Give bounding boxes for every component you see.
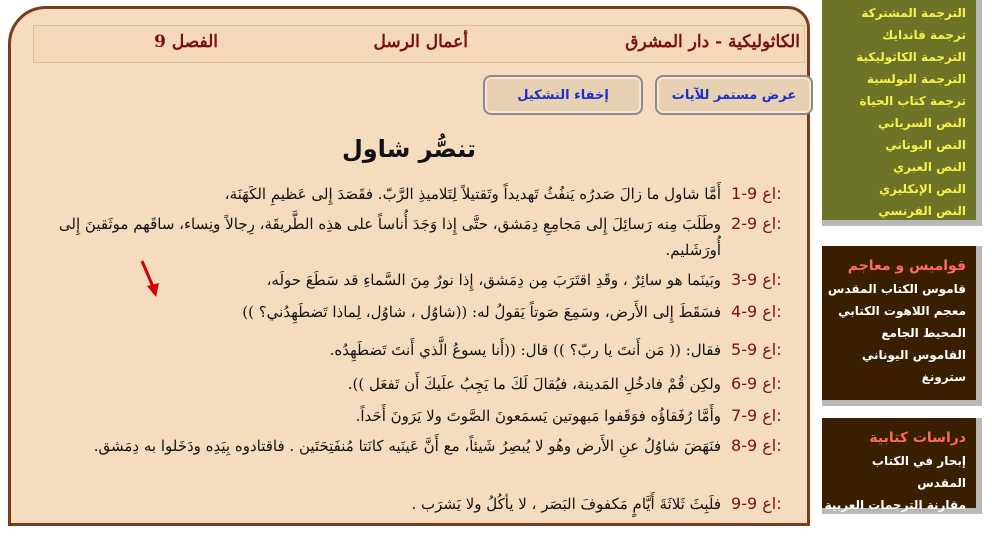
verse-ref[interactable]: اع 9-3: — [731, 270, 782, 289]
dictionaries-heading: قواميس و معاجم — [847, 258, 966, 274]
verse-ref[interactable]: اع 9-2: — [731, 214, 782, 233]
verse-ref[interactable]: اع 9-8: — [731, 436, 782, 455]
hide-diacritics-button[interactable]: إخفاء التشكيل — [483, 75, 643, 115]
verse-text: فسَقَطَ إِلى الأَرض، وسَمِعَ صَوتاً يَقولُ له: ((شاوُل ، شاوُل، لِماذا تَضطَهِدُني؟ )) — [242, 303, 721, 321]
book-name: أعمال الرسل — [373, 32, 468, 52]
translation-name: الكاثوليكية - دار المشرق — [625, 32, 800, 52]
red-arrow-icon — [139, 259, 163, 299]
dictionaries-menu — [822, 246, 982, 406]
sidebar-item-dictionary[interactable]: القاموس اليوناني — [861, 348, 966, 362]
sidebar-item-study[interactable]: إبحار في الكتاب المقدس — [871, 454, 966, 490]
chapter-header — [33, 25, 805, 63]
sidebar-item-translation[interactable]: ترجمة فاندايك — [882, 28, 966, 42]
sidebar-item-dictionary[interactable]: المحيط الجامع — [881, 326, 966, 340]
sidebar-item-translation[interactable]: الترجمة الكاثوليكية — [856, 50, 966, 64]
verse-ref[interactable]: اع 9-9: — [731, 494, 782, 513]
sidebar-item-dictionary[interactable]: معجم اللاهوت الكتابي — [838, 304, 966, 318]
sidebar-item-translation[interactable]: الترجمة المشتركة — [861, 6, 966, 20]
sidebar-item-translation[interactable]: الترجمة البولسية — [866, 72, 966, 86]
verse-ref[interactable]: اع 9-7: — [731, 406, 782, 425]
section-title: تنصُّر شاول — [341, 135, 477, 163]
sidebar-item-study[interactable]: مقارنة الترجمات العربية — [824, 498, 966, 512]
studies-menu — [822, 418, 982, 556]
sidebar-item-translation[interactable]: النص الإنكليزي — [879, 182, 966, 196]
verse-ref[interactable]: اع 9-6: — [731, 374, 782, 393]
sidebar-item-dictionary[interactable]: سترونغ — [921, 370, 966, 384]
sidebar-item-translation[interactable]: النص اليوناني — [885, 138, 966, 152]
sidebar-item-study[interactable]: قراءة الترجمات الكاثوليكية — [874, 520, 966, 556]
sidebar-item-translation[interactable]: النص السرياني — [877, 116, 966, 130]
verse-text: فنَهَضَ شاوُلُ عنِ الأَرض وهُو لا يُبصِرُ شَيئاً، مع أَنَّ عَينَيه كانَتا مُنفَتِحَتَين . فاقتادوه بِيَدِه ودَخَلوا به دِمَشق. — [93, 437, 721, 455]
verse-text: أَمَّا شاول ما زالَ صَدرُه يَنفُثُ تَهديداً وتَقتيلاً لِتَلاميذِ الرَّبّ. فقَصَدَ إِلى عَظيمِ الكَهَنَة، — [224, 185, 721, 203]
verse-ref[interactable]: اع 9-5: — [731, 340, 782, 359]
sidebar-item-translation[interactable]: النص الفرنسي — [878, 204, 966, 218]
studies-heading: دراسات كتابية — [869, 430, 966, 446]
verse-ref[interactable]: اع 9-4: — [731, 302, 782, 321]
verse-text: وبَينَما هو سائِرٌ ، وقَدِ اقتَرَبَ مِن دِمَشق، إِذا نورٌ مِنَ السَّماءِ قد سَطَعَ حولَه، — [266, 271, 721, 289]
continuous-view-button[interactable]: عرض مستمر للآيات — [655, 75, 813, 115]
verse-text: وأَمَّا رُفَقاؤُه فوَقَفوا مَبهوتين يَسمَعونَ الصَّوتَ ولا يَرَونَ أَحَداً. — [355, 407, 721, 425]
main-panel — [8, 6, 810, 526]
verse-text: فلَبِثَ ثَلاثَةَ أَيَّامٍ مَكفوفَ البَصَر ، لا يأكُلُ ولا يَشرَب . — [411, 495, 721, 513]
sidebar-item-dictionary[interactable]: قاموس الكتاب المقدس — [827, 282, 966, 296]
verse-ref[interactable]: اع 9-1: — [731, 184, 782, 203]
verse-text: فقال: (( مَن أَنتَ يا ربّ؟ )) قال: ((أَنا يسوعُ الَّذي أَنتَ تَضطَهِدُه. — [329, 341, 721, 359]
verse-text: ولكِن قُمْ فادخُلِ المَدينة، فيُقالَ لَكَ ما يَجِبُ علَيكَ أَن تَفعَل )). — [347, 375, 721, 393]
chapter-number: الفصل 9 — [154, 32, 218, 52]
sidebar-item-translation[interactable]: النص العبري — [893, 160, 966, 174]
sidebar-item-translation[interactable]: ترجمة كتاب الحياة — [859, 94, 966, 108]
translations-menu — [822, 0, 982, 226]
verse-text: وطَلَبَ مِنه رَسائِلَ إِلى مَجامِعِ دِمَشق، حتَّى إِذا وَجَدَ أُناساً على هذِه الطَّريقَة، رِجالاً ونِساء، ساقَهم موثَقينَ إِلى أُورَشَليم. — [58, 215, 721, 259]
